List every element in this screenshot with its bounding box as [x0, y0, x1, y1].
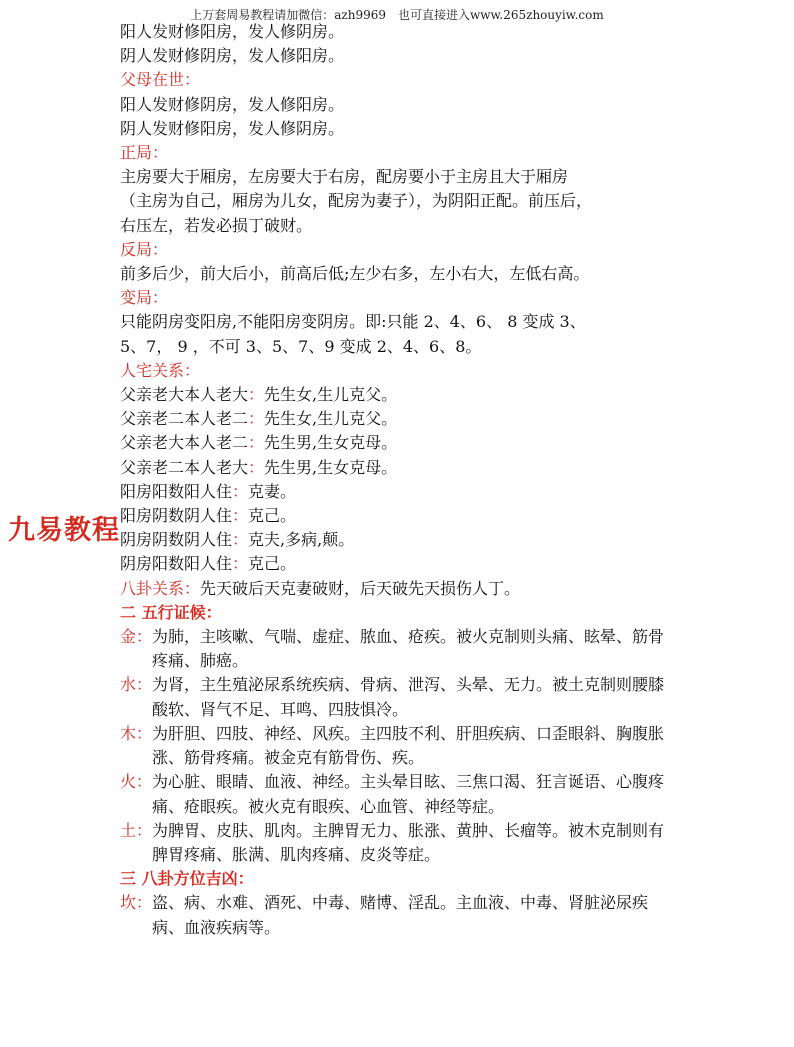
- text-line: [120, 407, 680, 431]
- line-label: ：: [232, 481, 249, 501]
- text-line: [120, 238, 680, 262]
- line-label: ：: [248, 457, 265, 477]
- line-text: 阳人发财修阴房，发人修阳房。: [120, 94, 345, 114]
- line-label: ：: [232, 506, 249, 526]
- text-line: [120, 68, 680, 92]
- text-line: [120, 286, 680, 310]
- entry-item: [120, 819, 680, 867]
- line-label: 父母在世：: [120, 70, 201, 90]
- text-line: [120, 44, 680, 68]
- line-text: 阴人发财修阳房，发人修阴房。: [120, 118, 345, 138]
- line-text: 父亲老二本人老二: [120, 409, 249, 429]
- entry-key: 坎：: [120, 893, 153, 913]
- line-label: 正局：: [120, 143, 169, 163]
- entry-item: [120, 673, 680, 721]
- text-line: [120, 431, 680, 455]
- entry-item: [120, 625, 680, 673]
- entry-text: 为肺，主咳嗽、气喘、虚症、脓血、疮疾。被火克制则头痛、眩晕、筋骨疼痛、肺癌。: [152, 627, 665, 671]
- text-line: [120, 117, 680, 141]
- entry-key: 火：: [120, 772, 153, 792]
- line-tail: 克己。: [248, 506, 297, 526]
- line-label: 反局：: [120, 239, 169, 259]
- entry-item: [120, 770, 680, 818]
- entry-key: 木：: [120, 723, 153, 743]
- entry-item: [120, 891, 680, 939]
- line-label: ：: [232, 530, 249, 550]
- line-text: 前多后少，前大后小，前高后低;左少右多，左小右大，左低右高。: [120, 264, 590, 284]
- entry-text: 为肾，主生殖泌尿系统疾病、骨病、泄泻、头晕、无力。被土克制则腰膝酸软、肾气不足、耳鸣、四肢惧冷。: [152, 675, 665, 719]
- entry-key: 金：: [120, 627, 153, 647]
- text-line: [120, 262, 680, 286]
- text-line: [120, 383, 680, 407]
- text-line: [120, 214, 680, 238]
- entry-text: 盗、病、水难、酒死、中毒、赌博、淫乱。主血液、中毒、肾脏泌尿疾病、血液疾病等。: [152, 893, 649, 937]
- line-label: ：: [248, 385, 265, 405]
- line-label: 八卦关系：: [120, 578, 201, 598]
- line-tail: 先生女,生儿克父。: [264, 409, 398, 429]
- text-line: [120, 577, 680, 601]
- line-tail: 先生男,生女克母。: [264, 457, 398, 477]
- line-tail: 先天破后天克妻破财，后天破先天损伤人丁。: [200, 578, 521, 598]
- page-header: 上万套周易教程请加微信：azh9969 也可直接进入www.265zhouyiw.com: [190, 8, 604, 22]
- watermark-logo: 九易教程: [8, 515, 120, 546]
- text-line: [120, 141, 680, 165]
- line-text: 阳人发财修阳房，发人修阴房。: [120, 22, 345, 41]
- line-tail: 先生男,生女克母。: [264, 433, 398, 453]
- line-tail: 先生女,生儿克父。: [264, 385, 398, 405]
- wuxing-list: [120, 625, 680, 867]
- section-heading-wuxing: 二 五行证候：: [120, 602, 222, 622]
- line-label: 变局：: [120, 288, 169, 308]
- line-text: （主房为自己，厢房为儿女，配房为妻子），为阴阳正配。前压后，: [120, 191, 593, 211]
- text-line: [120, 359, 680, 383]
- text-line: [120, 552, 680, 576]
- text-line: [120, 310, 680, 334]
- line-tail: 克夫,多病,颠。: [248, 530, 355, 550]
- text-line: [120, 480, 680, 504]
- line-text: 5、7， 9 ，不可 3、5、7、9 变成 2、4、6、8。: [120, 336, 482, 356]
- line-text: 阳房阴数阴人住: [120, 506, 233, 526]
- line-text: 父亲老大本人老二: [120, 433, 249, 453]
- entry-key: 水：: [120, 675, 153, 695]
- entry-item: [120, 722, 680, 770]
- line-text: 主房要大于厢房，左房要大于右房，配房要小于主房且大于厢房: [120, 167, 569, 187]
- line-tail: 克己。: [248, 554, 297, 574]
- line-tail: 克妻。: [248, 481, 297, 501]
- text-line: [120, 189, 680, 213]
- entry-text: 为肝胆、四肢、神经、风疾。主四肢不利、肝胆疾病、口歪眼斜、胸腹胀涨、筋骨疼痛。被金克有筋骨伤、疾。: [152, 723, 665, 768]
- text-line: [120, 335, 680, 359]
- document-body: [120, 20, 680, 940]
- entry-text: 为心脏、眼睛、血液、神经。主头晕目眩、三焦口渴、狂言诞语、心腹疼痛、疮眼疾。被火克有眼疾、心血管、神经等症。: [152, 772, 665, 816]
- section-heading-bagua: 三 八卦方位吉凶：: [120, 869, 254, 889]
- text-line: [120, 20, 680, 44]
- line-label: 人宅关系：: [120, 360, 201, 380]
- line-label: ：: [248, 433, 265, 453]
- line-text: 父亲老二本人老大: [120, 457, 249, 477]
- line-text: 阴房阴数阴人住: [120, 530, 233, 550]
- text-line: [120, 93, 680, 117]
- line-text: 父亲老大本人老大: [120, 385, 249, 405]
- line-text: 阳房阳数阳人住: [120, 481, 233, 501]
- text-line: [120, 456, 680, 480]
- text-lines: [120, 20, 680, 601]
- text-line: [120, 528, 680, 552]
- text-line: [120, 504, 680, 528]
- bagua-list: [120, 891, 680, 939]
- line-label: ：: [232, 554, 249, 574]
- entry-text: 为脾胃、皮肤、肌肉。主脾胃无力、胀涨、黄肿、长瘤等。被木克制则有脾胃疼痛、胀满、肌肉疼痛、皮炎等症。: [152, 820, 665, 864]
- entry-key: 土：: [120, 820, 153, 840]
- line-text: 只能阴房变阳房,不能阳房变阴房。即:只能 2、4、6、 8 变成 3、: [120, 312, 586, 332]
- line-text: 阴人发财修阴房，发人修阳房。: [120, 46, 345, 66]
- line-label: ：: [248, 409, 265, 429]
- text-line: [120, 165, 680, 189]
- line-text: 阴房阳数阳人住: [120, 554, 233, 574]
- line-text: 右压左，若发必损丁破财。: [120, 215, 313, 235]
